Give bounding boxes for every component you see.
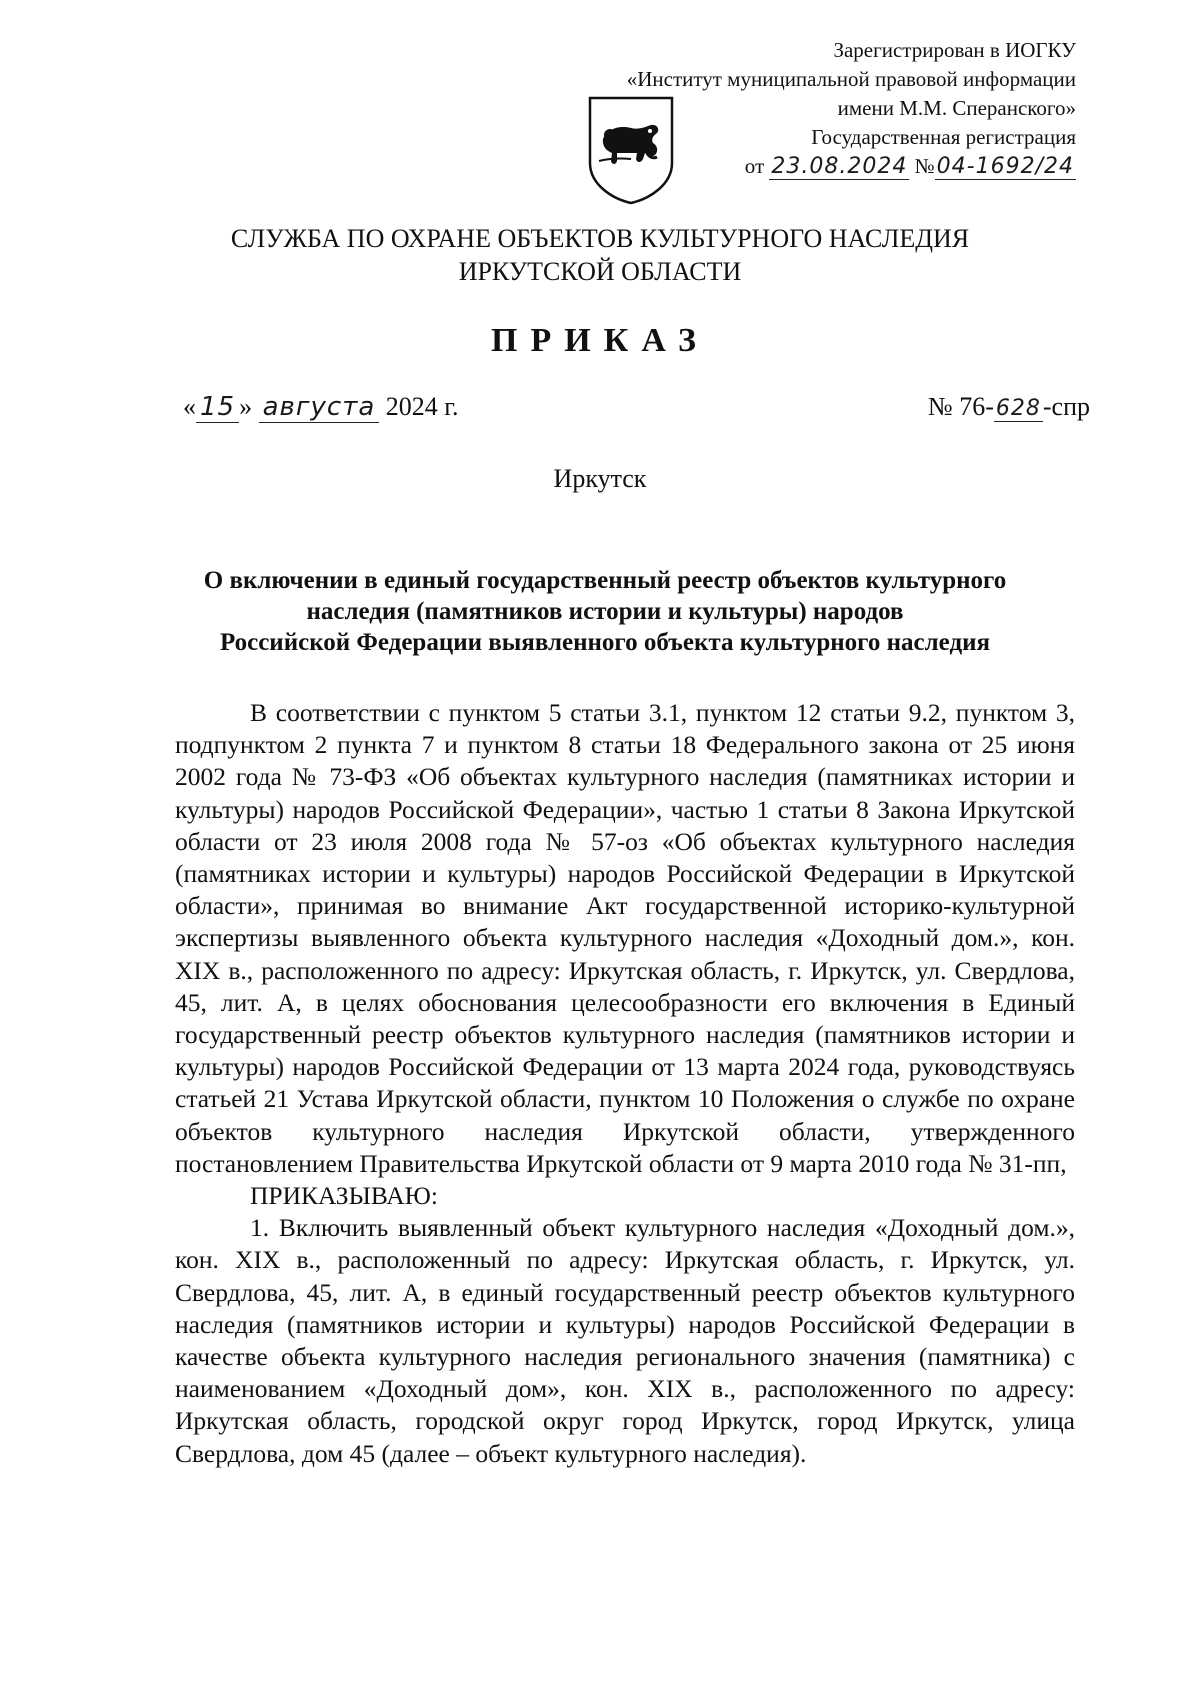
agency-name-line-1: СЛУЖБА ПО ОХРАНЕ ОБЪЕКТОВ КУЛЬТУРНОГО НАСЛЕДИЯ <box>230 224 970 253</box>
registration-stamp <box>627 36 1076 181</box>
registration-number: 04-1692/24 <box>936 154 1074 179</box>
registration-date: 23.08.2024 <box>771 154 908 179</box>
registration-line-2: «Институт муниципальной правовой информации <box>626 67 1076 91</box>
date-quote-close: » <box>239 392 253 421</box>
subject-line-1: О включении в единый государственный реестр объектов культурного <box>203 567 1007 594</box>
registration-date-number-line <box>627 152 1076 181</box>
order-day: 15 <box>196 392 239 423</box>
order-number-prefix: № 76- <box>927 392 994 421</box>
order-directive-word: ПРИКАЗЫВАЮ: <box>250 1181 438 1211</box>
subject-line-3: Российской Федерации выявленного объекта культурного наследия <box>219 629 991 656</box>
order-number-suffix: -спр <box>1042 392 1090 421</box>
registration-number-label: № <box>914 154 935 178</box>
order-item-1: 1. Включить выявленный объект культурного наследия «Доходный дом.», кон. XIX в., расположенный по адресу: Иркутская область, г. Иркутск, ул. Свердлова, 45, лит. А, в единый государственный реестр объектов культурного наследия (памятников истории и культуры) народов Российской Федерации в качестве объекта культурного наследия регионального значения (памятника) с наименованием «Доходный дом», кон. XIX в., расположенного по адресу: Иркутская область, городской округ город Иркутск, город Иркутск, улица Свердлова, дом 45 (далее – объект культурного наследия). <box>175 1213 1075 1468</box>
registration-from-label: от <box>744 154 765 178</box>
order-body <box>175 697 1075 1470</box>
order-city: Иркутск <box>553 464 647 493</box>
registration-line-1: Зарегистрирован в ИОГКУ <box>833 38 1076 62</box>
order-month: августа <box>259 392 380 423</box>
order-number-handwritten: 628 <box>995 396 1041 421</box>
registration-line-3: имени М.М. Сперанского» <box>837 96 1076 120</box>
order-number <box>928 392 1090 422</box>
document-type-title: ПРИКАЗ <box>491 322 709 359</box>
order-date <box>183 392 459 422</box>
order-subject <box>150 565 1060 658</box>
registration-line-4: Государственная регистрация <box>811 125 1076 149</box>
agency-name-line-2: ИРКУТСКОЙ ОБЛАСТИ <box>458 257 742 286</box>
date-quote-open: « <box>183 392 196 421</box>
preamble-paragraph: В соответствии с пунктом 5 статьи 3.1, пунктом 12 статьи 9.2, пунктом 3, подпунктом 2 пункта 7 и пунктом 8 статьи 18 Федерального закона от 25 июня 2002 года № 73-ФЗ «Об объектах культурного наследия (памятниках истории и культуры) народов Российской Федерации», частью 1 статьи 8 Закона Иркутской области от 23 июля 2008 года № 57-оз «Об объектах культурного наследия (памятниках истории и культуры) народов Российской Федерации в Иркутской области», принимая во внимание Акт государственной историко-культурной экспертизы выявленного объекта культурного наследия «Доходный дом.», кон. XIX в., расположенного по адресу: Иркутская область, г. Иркутск, ул. Свердлова, 45, лит. А, в целях обоснования целесообразности его включения в Единый государственный реестр объектов культурного наследия (памятников истории и культуры) народов Российской Федерации от 13 марта 2024 года, руководствуясь статьей 21 Устава Иркутской области, пунктом 10 Положения о службе по охране объектов культурного наследия Иркутской области, утвержденного постановлением Правительства Иркутской области от 9 марта 2010 года № 31-пп, <box>175 698 1075 1178</box>
order-year: 2024 г. <box>385 392 459 421</box>
irkutsk-coat-of-arms-icon <box>587 95 675 205</box>
subject-line-2: наследия (памятников истории и культуры) народов <box>306 598 904 625</box>
agency-header <box>0 222 1200 288</box>
